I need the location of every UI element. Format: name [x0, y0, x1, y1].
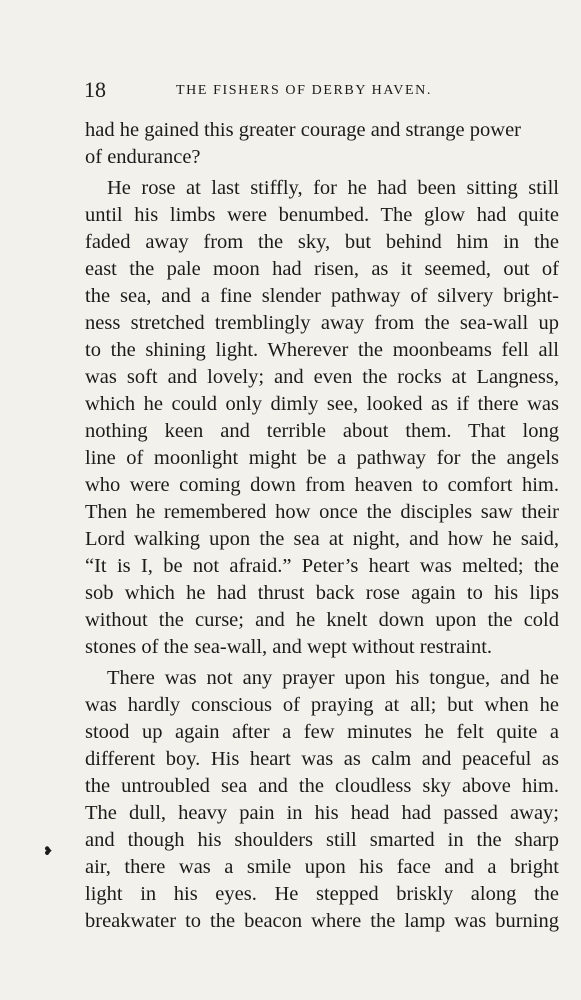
- text-line: to the shining light. Wherever the moonbeams fell all: [85, 339, 559, 361]
- text-line: the untroubled sea and the cloudless sky above him.: [85, 775, 559, 797]
- page-number: 18: [84, 77, 106, 102]
- text-line: Lord walking upon the sea at night, and how he said,: [85, 528, 559, 550]
- text-line: sob which he had thrust back rose again to his lips: [85, 582, 559, 604]
- text-line: was soft and lovely; and even the rocks at Langness,: [85, 366, 559, 388]
- page-header: [84, 78, 558, 102]
- text-line: There was not any prayer upon his tongue, and he: [107, 667, 559, 689]
- margin-mark-icon: ❥: [43, 844, 54, 858]
- text-line: who were coming down from heaven to comfort him.: [85, 474, 559, 496]
- text-line: faded away from the sky, but behind him in the: [85, 231, 559, 253]
- text-line: was hardly conscious of praying at all; but when he: [85, 694, 559, 716]
- text-line: air, there was a smile upon his face and a bright: [85, 856, 559, 878]
- text-line: of endurance?: [85, 146, 201, 168]
- running-title: THE FISHERS OF DERBY HAVEN.: [176, 83, 432, 98]
- text-line: and though his shoulders still smarted in the sharp: [85, 829, 559, 851]
- text-line: had he gained this greater courage and strange power: [85, 119, 522, 141]
- text-line: “It is I, be not afraid.” Peter’s heart was melted; the: [85, 555, 559, 577]
- text-line: breakwater to the beacon where the lamp was burning: [85, 910, 559, 932]
- text-line: Then he remembered how once the disciples saw their: [85, 501, 559, 523]
- text-line: east the pale moon had risen, as it seemed, out of: [85, 258, 559, 280]
- text-line: which he could only dimly see, looked as if there was: [85, 393, 559, 415]
- text-line: different boy. His heart was as calm and peaceful as: [85, 748, 559, 770]
- text-line: nothing keen and terrible about them. That long: [85, 420, 559, 442]
- text-line: without the curse; and he knelt down upon the cold: [85, 609, 559, 631]
- text-line: light in his eyes. He stepped briskly along the: [85, 883, 559, 905]
- text-line: until his limbs were benumbed. The glow had quite: [85, 204, 559, 226]
- text-line: stones of the sea-wall, and wept without restraint.: [85, 636, 493, 658]
- text-line: line of moonlight might be a pathway for the angels: [85, 447, 559, 469]
- text-line: stood up again after a few minutes he felt quite a: [85, 721, 559, 743]
- text-line: the sea, and a fine slender pathway of silvery bright-: [85, 285, 559, 307]
- text-line: The dull, heavy pain in his head had passed away;: [85, 802, 559, 824]
- text-line: He rose at last stiffly, for he had been sitting still: [107, 177, 559, 199]
- text-line: ness stretched tremblingly away from the sea-wall up: [85, 312, 559, 334]
